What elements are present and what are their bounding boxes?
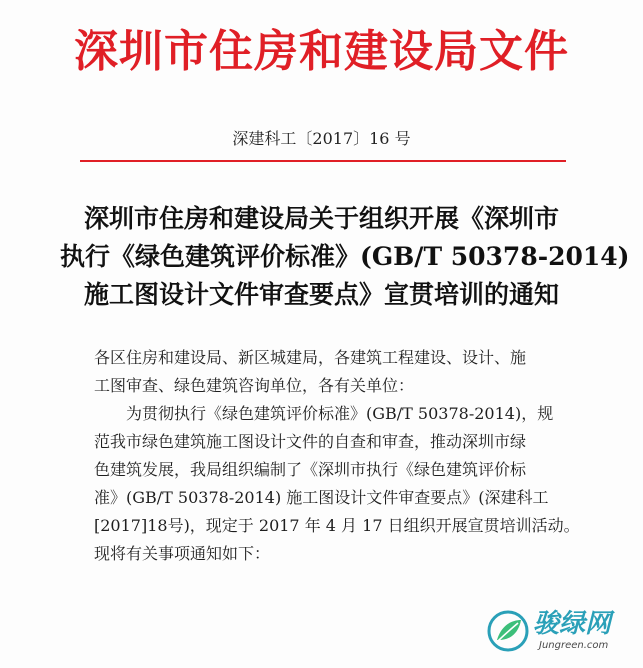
body-line: 现将有关事项通知如下： <box>94 544 271 563</box>
body-line: 范我市绿色建筑施工图设计文件的自查和审查，推动深圳市绿 <box>94 432 527 451</box>
body-line: 工图审查、绿色建筑咨询单位，各有关单位： <box>94 376 415 395</box>
title-line: 深圳市住房和建设局关于组织开展《深圳市 <box>83 204 559 233</box>
body-line: 准》(GB/T 50378-2014) 施工图设计文件审查要点》(深建科工 <box>94 488 549 507</box>
body-line: 各区住房和建设局、新区城建局，各建筑工程建设、设计、施 <box>94 348 527 367</box>
title-line: 施工图设计文件审查要点》宣贯培训的通知 <box>83 280 559 309</box>
watermark-url: Jungreen.com <box>539 640 609 651</box>
notice-title <box>60 200 630 314</box>
body-line: 为贯彻执行《绿色建筑评价标准》(GB/T 50378-2014)，规 <box>94 404 554 423</box>
title-line: 执行《绿色建筑评价标准》(GB/T 50378-2014) <box>60 242 630 271</box>
body-line: 色建筑发展，我局组织编制了《深圳市执行《绿色建筑评价标 <box>94 460 527 479</box>
notice-body <box>94 344 584 568</box>
red-divider <box>80 160 566 162</box>
leaf-logo-icon <box>487 610 529 652</box>
watermark-title: 骏绿网 <box>533 609 612 639</box>
site-watermark <box>487 608 637 658</box>
masthead-title: 深圳市住房和建设局文件 <box>74 26 569 77</box>
body-line: [2017]18号)，现定于 2017 年 4 月 17 日组织开展宣贯培训活动。 <box>94 516 580 535</box>
document-number: 深建科工〔2017〕16 号 <box>232 129 411 148</box>
